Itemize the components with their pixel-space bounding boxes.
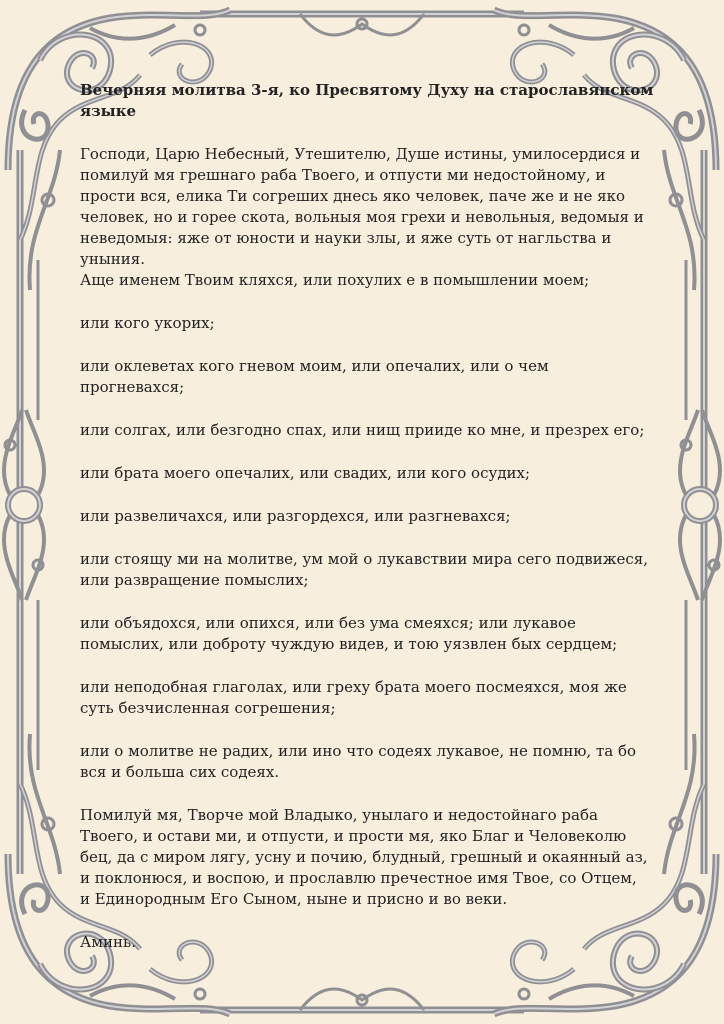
prayer-line: или развеличахся, или разгордехся, или разгневахся; [80,507,511,525]
prayer-line: Аще именем Твоим кляхся, или похулих е в помышлении моем; [80,271,590,289]
prayer-line: или оклеветах кого гневом моим, или опечалих, или о чем прогневахся; [80,357,549,396]
prayer-line: или о молитве не радих, или ино что содеях лукавое, не помню, та бо вся и больша сих содеях. [80,742,637,781]
side-ornament-right [680,410,720,600]
prayer-line: или кого укорих; [80,314,215,332]
prayer-line: или неподобная глаголах, или греху брата моего посмеяхся, моя же суть безчисленная согрешения; [80,678,627,717]
prayer-intro-paragraph: Господи, Царю Небесный, Утешителю, Душе истины, умилосердися и помилуй мя грешнаго раба Твоего, и отпусти ми недостойному, и прости вся, елика Ти согреших днесь яко человек, паче же и не яко человек, но и горее скота, вольныя моя грехи и невольныя, ведомыя и неведомыя: яже от юности и науки злы, и яже суть от нагльства и уныния. [80,145,644,268]
prayer-title: Вечерняя молитва 3-я, ко Пресвятому Духу на старославянском языке [80,81,654,120]
prayer-line: или стоящу ми на молитве, ум мой о лукавствии мира сего подвижеся, или развращение помыслих; [80,550,649,589]
prayer-line: или солгах, или безгодно спах, или нищ прииде ко мне, и презрех его; [80,421,645,439]
prayer-text-block [80,80,655,953]
prayer-line: или объядохся, или опихся, или без ума смеяхся; или лукавое помыслих, или доброту чуждую видев, и тою уязвлен бых сердцем; [80,614,618,653]
prayer-amen: Аминь. [80,933,136,951]
side-ornament-left [4,410,44,600]
prayer-closing-paragraph: Помилуй мя, Творче мой Владыко, унылаго и недостойнаго раба Твоего, и остави ми, и отпусти, и прости мя, яко Благ и Человеколю бец, да с миром лягу, усну и почию, блудный, грешный и окаянный аз, и поклонюся, и воспою, и прославлю пречестное имя Твое, со Отцем, и Единородным Его Сыном, ныне и присно и во веки. [80,806,648,908]
prayer-line: или брата моего опечалих, или свадих, или кого осудих; [80,464,531,482]
